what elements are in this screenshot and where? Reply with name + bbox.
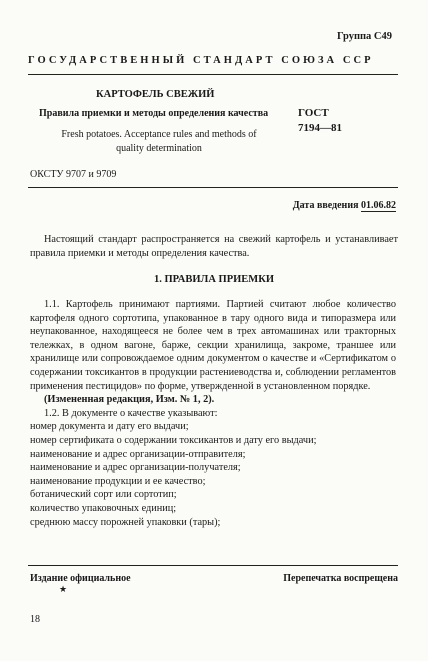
amendment-note: (Измененная редакция, Изм. № 1, 2). — [44, 394, 215, 406]
footer-divider — [28, 565, 398, 566]
clause-1-2: 1.2. В документе о качестве указывают: — [44, 407, 218, 419]
list-item: ботанический сорт или сортотип; — [30, 489, 177, 501]
group-code: Группа С49 — [336, 31, 392, 42]
document-title: КАРТОФЕЛЬ СВЕЖИЙ — [96, 89, 215, 100]
top-divider — [28, 74, 398, 75]
clause-1-1: 1.1. Картофель принимают партиями. Партией считают любое количество картофеля одного сортотипа, упакованное в тару одного вида и типоразмера или неупакованное, находящееся не более чем в трех автомашинах или тракторных тележках, в одном вагоне, барже, секции хранилища, закроме, траншее или хранилище или сопровождаемое одним документом о качестве и «Сертификатом о содержании токсикантов в продукции растениеводства и, соблюдении регламентов применения пестицидов» по форме, утвержденной в установленном порядке. — [30, 299, 396, 392]
effective-date-value: 01.06.82 — [361, 200, 396, 211]
english-title — [44, 128, 274, 155]
effective-date — [293, 200, 396, 211]
english-title-line-2: quality determination — [116, 142, 202, 154]
english-title-line-1: Fresh potatoes. Acceptance rules and methods of — [61, 129, 257, 140]
intro-paragraph: Настоящий стандарт распространяется на свежий картофель и устанавливает правила приемки и методы определения качества. — [30, 234, 398, 259]
official-edition-label: Издание официальное — [30, 573, 131, 584]
okstu-code: ОКСТУ 9707 и 9709 — [30, 169, 117, 180]
reprint-notice: Перепечатка воспрещена — [283, 573, 398, 584]
middle-divider — [28, 187, 398, 188]
document-subtitle: Правила приемки и методы определения качества — [39, 108, 269, 119]
section-body — [30, 298, 396, 529]
effective-date-label: Дата введения — [292, 200, 359, 211]
standard-header: ГОСУДАРСТВЕННЫЙ СТАНДАРТ СОЮЗА ССР — [28, 55, 374, 66]
gost-label: ГОСТ — [298, 107, 329, 119]
star-icon: ★ — [59, 584, 68, 594]
gost-number: 7194—81 — [298, 122, 342, 134]
list-item: наименование и адрес организации-получателя; — [30, 462, 241, 474]
gost-designation — [298, 106, 342, 136]
list-item: номер сертификата о содержании токсикантов и дату его выдачи; — [30, 434, 317, 446]
page-number: 18 — [30, 614, 40, 625]
list-item: наименование и адрес организации-отправителя; — [30, 448, 246, 460]
list-item: номер документа и дату его выдачи; — [30, 421, 189, 433]
intro-block — [30, 233, 398, 261]
section-heading: 1. ПРАВИЛА ПРИЕМКИ — [154, 274, 274, 285]
list-item: количество упаковочных единиц; — [30, 502, 177, 514]
list-item: наименование продукции и ее качество; — [30, 475, 206, 487]
list-item: среднюю массу порожней упаковки (тары); — [30, 516, 221, 528]
